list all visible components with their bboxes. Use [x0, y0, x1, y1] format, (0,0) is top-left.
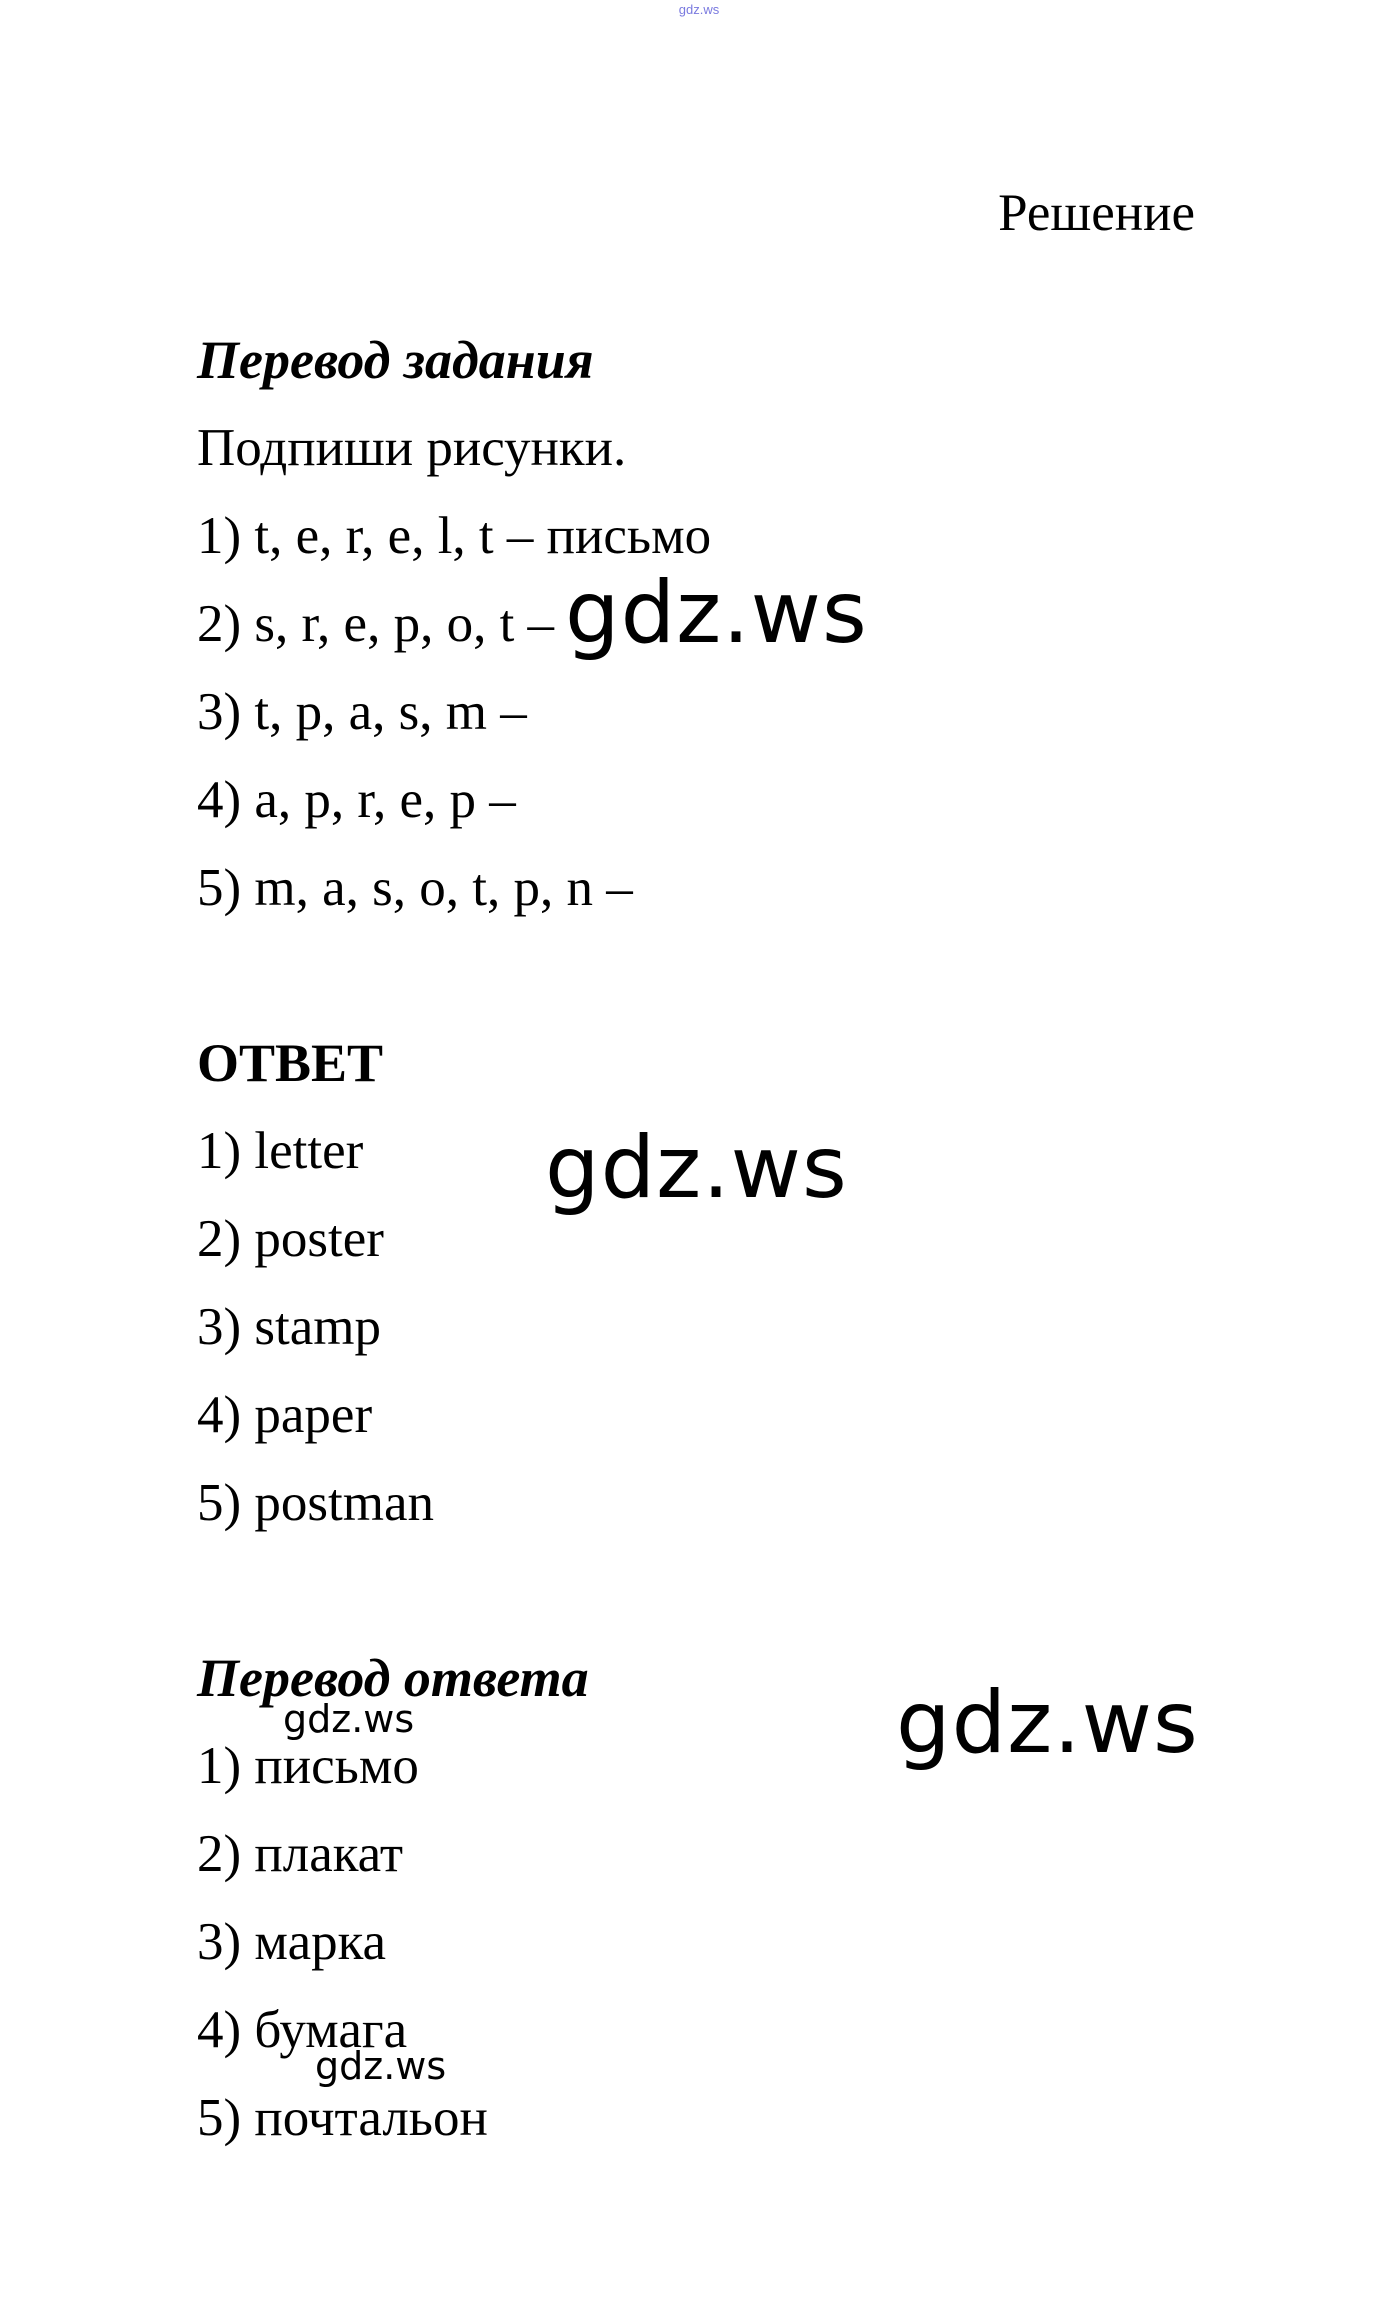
watermark-2: gdz.ws — [545, 1118, 848, 1218]
header-watermark: gdz.ws — [678, 2, 720, 17]
translation-item-1: 1) письмо — [197, 1737, 419, 1795]
translation-item-3: 3) марка — [197, 1913, 387, 1971]
task-item-4: 4) a, p, r, e, p – — [197, 771, 516, 829]
task-item-5: 5) m, a, s, o, t, p, n – — [197, 859, 633, 917]
translation-heading: Перевод ответа — [197, 1648, 589, 1708]
answer-item-1: 1) letter — [197, 1122, 364, 1180]
answer-item-2: 2) poster — [197, 1210, 384, 1268]
answer-heading: ОТВЕТ — [197, 1033, 384, 1093]
translation-item-4: 4) бумага — [197, 2001, 408, 2059]
answer-item-4: 4) paper — [197, 1386, 373, 1444]
task-item-2: 2) s, r, e, p, o, t – — [197, 595, 555, 653]
watermark-4: gdz.ws — [283, 1697, 415, 1741]
task-item-1: 1) t, e, r, e, l, t – письмо — [197, 507, 712, 565]
watermark-3: gdz.ws — [896, 1673, 1199, 1773]
page-title: Решение — [998, 184, 1195, 242]
watermark-5: gdz.ws — [315, 2044, 447, 2088]
translation-item-5: 5) почтальон — [197, 2089, 488, 2147]
answer-item-5: 5) postman — [197, 1474, 434, 1532]
answer-item-3: 3) stamp — [197, 1298, 381, 1356]
task-instruction: Подпиши рисунки. — [197, 419, 627, 477]
task-item-3: 3) t, p, a, s, m – — [197, 683, 527, 741]
watermark-1: gdz.ws — [565, 563, 868, 663]
task-heading: Перевод задания — [197, 330, 594, 390]
translation-item-2: 2) плакат — [197, 1825, 403, 1883]
